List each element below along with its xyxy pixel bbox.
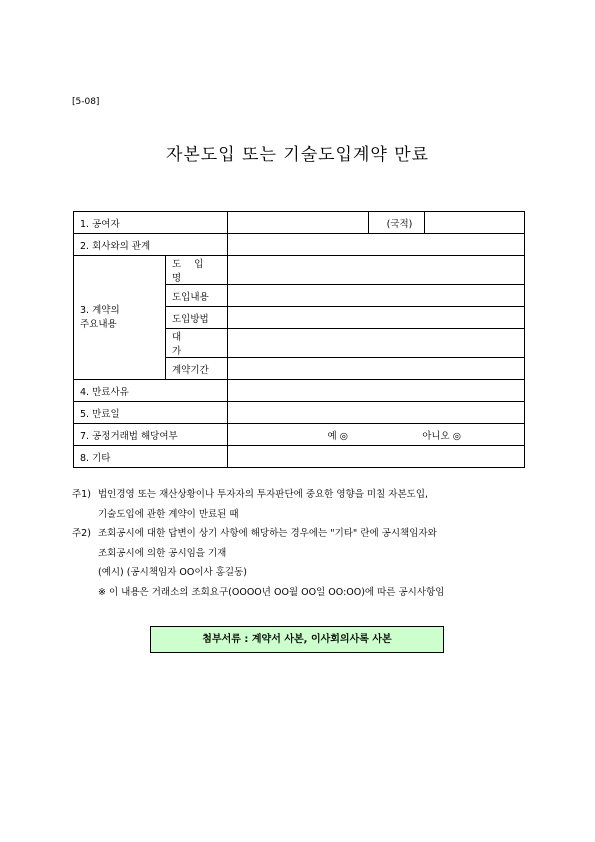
note-1-line-2: 기술도입에 관한 계약이 만료된 때 <box>98 508 239 520</box>
row-label-grantor: 1. 공여자 <box>74 212 228 234</box>
note-2-marker: 주2) <box>72 528 91 539</box>
sub-label-import-name: 도 입 명 <box>166 256 228 285</box>
row-label-relationship: 2. 회사와의 관계 <box>74 234 228 256</box>
note-2-text-1: 조회공시에 대한 답변이 상기 사항에 해당하는 경우에는 "기타" 란에 공시책임자와 <box>98 528 437 539</box>
note-1-line-1 <box>72 485 444 505</box>
form-row-expiry-date <box>74 402 525 424</box>
expiry-reason-value-cell[interactable] <box>228 380 525 402</box>
fair-trade-options-cell <box>228 424 525 446</box>
import-method-value-cell[interactable] <box>228 307 525 329</box>
consideration-value-cell[interactable] <box>228 329 525 358</box>
row-label-fair-trade: 7. 공정거래법 해당여부 <box>74 424 228 446</box>
relationship-value-cell[interactable] <box>228 234 525 256</box>
fair-trade-yes-option[interactable]: 예 ◎ <box>327 430 348 442</box>
document-title: 자본도입 또는 기술도입계약 만료 <box>165 145 430 165</box>
country-label: (국적) <box>369 212 425 234</box>
grantor-value-cell[interactable] <box>228 212 369 234</box>
other-value-cell[interactable] <box>228 446 525 468</box>
form-row-relationship <box>74 234 525 256</box>
import-content-value-cell[interactable] <box>228 285 525 307</box>
footnotes <box>72 485 444 602</box>
note-2-line-1 <box>72 524 444 544</box>
fair-trade-no-option[interactable]: 아니오 ◎ <box>422 430 462 442</box>
form-row-expiry-reason <box>74 380 525 402</box>
note-1-text-1: 법인경영 또는 재산상황이나 투자자의 투자판단에 중요한 영향을 미칠 자본도입, <box>98 489 429 500</box>
sub-label-import-content: 도입내용 <box>166 285 228 307</box>
note-2-line-2: 조회공시에 의한 공시임을 기재 <box>98 547 227 559</box>
form-row-other <box>74 446 525 468</box>
country-value-cell[interactable] <box>425 212 525 234</box>
sub-label-import-method: 도입방법 <box>166 307 228 329</box>
import-name-value-cell[interactable] <box>228 256 525 285</box>
sub-label-consideration: 대 가 <box>166 329 228 358</box>
attachment-box: 첨부서류 : 계약서 사본, 이사회의사록 사본 <box>150 626 444 653</box>
note-1-marker: 주1) <box>72 489 91 500</box>
sub-label-contract-period: 계약기간 <box>166 358 228 380</box>
expiry-date-value-cell[interactable] <box>228 402 525 424</box>
document-code: [5-08] <box>72 97 100 107</box>
row-label-contract-details: 3. 계약의 주요내용 <box>74 256 166 380</box>
row-label-expiry-reason: 4. 만료사유 <box>74 380 228 402</box>
note-2-line-3: (예시) (공시책임자 OO이사 홍길동) <box>98 567 247 578</box>
form-row-fair-trade <box>74 424 525 446</box>
contract-period-value-cell[interactable] <box>228 358 525 380</box>
form-row-grantor <box>74 212 525 234</box>
note-2-line-4: ※ 이 내용은 거래소의 조회요구(OOOO년 OO월 OO일 OO:OO)에 따른 공시사항임 <box>98 586 445 598</box>
row-label-expiry-date: 5. 만료일 <box>74 402 228 424</box>
form-row-contract-name <box>74 256 525 285</box>
disclosure-form-table <box>73 211 525 468</box>
row-label-other: 8. 기타 <box>74 446 228 468</box>
